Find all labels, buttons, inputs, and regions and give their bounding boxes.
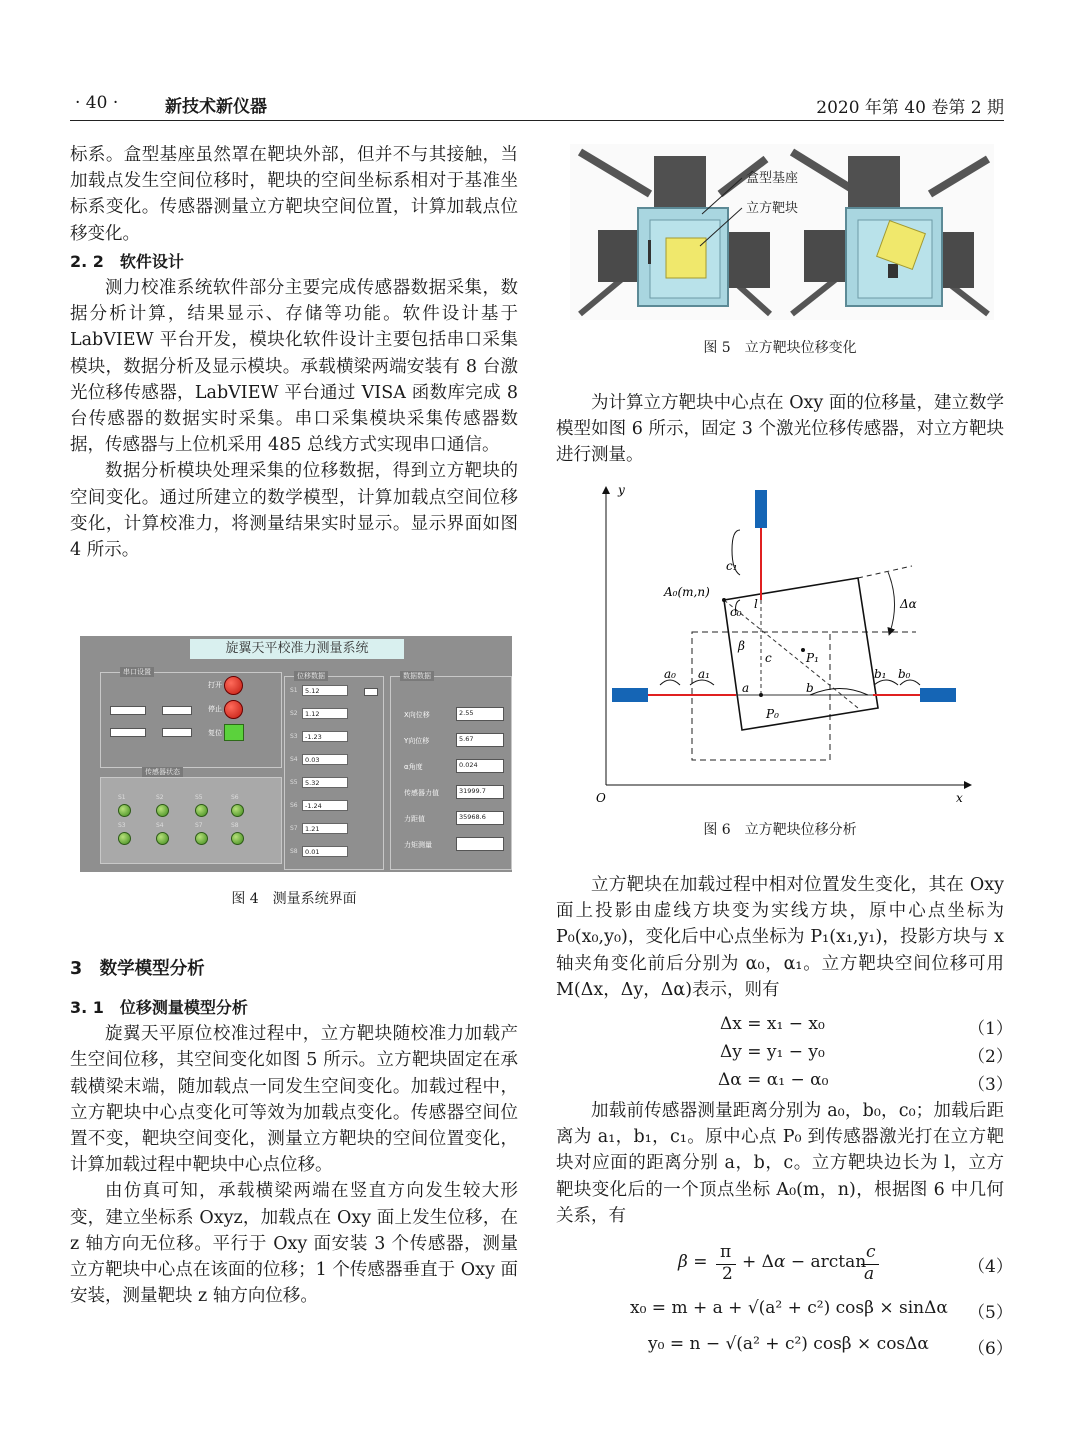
sensor-label: S7 — [195, 822, 203, 829]
issue-info: 2020 年第 40 卷第 2 期 — [816, 98, 1004, 118]
equation-4-number: （4） — [968, 1257, 1013, 1277]
displacement-value: 1.21 — [302, 823, 348, 834]
l-label: l — [754, 597, 758, 611]
delta-alpha-label: Δα — [900, 597, 917, 611]
displacement-label: S1 — [290, 687, 298, 694]
displacement-value: 0.03 — [302, 754, 348, 765]
displacement-label: S8 — [290, 848, 298, 855]
sensor-lamp — [231, 804, 244, 817]
equation-6: y₀ = n − √(a² + c²) cosβ × cosΔα — [648, 1334, 929, 1354]
result-label: X向位移 — [404, 711, 430, 719]
equation-5-number: （5） — [968, 1303, 1013, 1323]
fig5-label-base: 盒型基座 — [746, 171, 799, 186]
displacement-label: S6 — [290, 802, 298, 809]
page-number: · 40 · — [75, 93, 119, 113]
sensor-lamp — [156, 804, 169, 817]
sensor-lamp — [118, 804, 131, 817]
result-value: 35968.6 — [456, 811, 504, 825]
timeout-input[interactable] — [162, 728, 192, 737]
reset-label: 复位 — [208, 729, 222, 737]
figure-6-diagram — [590, 480, 974, 810]
stop-button[interactable] — [224, 700, 243, 719]
p1-label: P₁ — [806, 651, 819, 665]
x-axis-label: x — [956, 791, 963, 805]
b0-label: b₀ — [898, 667, 911, 681]
displacement-label: S2 — [290, 710, 298, 717]
equation-3: Δα = α₁ − α₀ — [718, 1070, 829, 1090]
c0-label: c₀ — [730, 605, 742, 619]
displacement-value: 0.01 — [302, 846, 348, 857]
result-value: 0.024 — [456, 759, 504, 773]
y-axis-label: y — [618, 483, 625, 497]
a0-vertex-label: A₀(m,n) — [664, 585, 710, 599]
paragraph: 数据分析模块处理采集的位移数据，得到立方靶块的空间变化。通过所建立的数学模型，计算加载点空间位移变化，计算校准力，将测量结果实时显示。显示界面如图 4 所示。 — [70, 461, 518, 561]
open-button[interactable] — [224, 676, 243, 695]
equation-3-number: （3） — [968, 1075, 1013, 1095]
sensor-lamp — [231, 832, 244, 845]
section-3-1-heading: 3. 1 位移测量模型分析 — [70, 998, 248, 1017]
displacement-label: S4 — [290, 756, 298, 763]
right-column-body — [556, 872, 1004, 1003]
results-title: 数据数据 — [400, 671, 434, 681]
paragraph: 加载前传感器测量距离分别为 a₀，b₀，c₀；加载后距离为 a₁，b₁，c₁。原中心点 P₀ 到传感器激光打在立方靶块对应面的距离分别 a，b，c。立方靶块边长为 l，立方靶块变化后的一个顶点坐标 A₀(m，n)，根据图 6 中几何关系，有 — [556, 1101, 1004, 1226]
result-label: 传感器力值 — [404, 789, 439, 797]
sensor-lamp — [118, 832, 131, 845]
sensor-label: S2 — [156, 794, 164, 801]
paragraph: 立方靶块在加载过程中相对位置发生变化，其在 Oxy 面上投影由虚线方块变为实线方块，原中心点坐标为 P₀(x₀,y₀)，变化后中心点坐标为 P₁(x₁,y₁)，投影方块与 x 轴夹角变化前后分别为 α₀，α₁。立方靶块空间位移可用 M(Δx，Δy，Δα)表示，则有 — [556, 875, 1004, 1000]
result-label: 力矩测量 — [404, 841, 432, 849]
c1-label: c₁ — [726, 559, 738, 573]
beta-label: β — [738, 639, 745, 653]
equation-2: Δy = y₁ − y₀ — [720, 1042, 825, 1062]
sensor-status-panel — [100, 777, 282, 864]
left-column-bottom — [70, 995, 518, 1309]
sensor-label: S4 — [156, 822, 164, 829]
stop-label: 停止 — [208, 705, 222, 713]
b-label: b — [806, 681, 814, 695]
paragraph: 标系。盒型基座虽然罩在靶块外部，但并不与其接触，当加载点发生空间位移时，靶块的空间坐标系相对于基准坐标系变化。传感器测量立方靶块空间位置，计算加载点位移变化。 — [70, 145, 518, 244]
figure-6-caption: 图 6 立方靶块位移分析 — [703, 822, 857, 838]
equation-5: x₀ = m + a + √(a² + c²) cosβ × sinΔα — [630, 1298, 948, 1318]
a0-label: a₀ — [664, 667, 676, 681]
sensor-lamp — [195, 804, 208, 817]
displacement-value: 1.12 — [302, 708, 348, 719]
result-label: α角度 — [404, 763, 423, 771]
displacement-label: S7 — [290, 825, 298, 832]
displacement-value: -1.24 — [302, 800, 348, 811]
displacement-label: S3 — [290, 733, 298, 740]
p0-label: P₀ — [766, 707, 779, 721]
baud-select[interactable] — [162, 706, 192, 715]
journal-name: 新技术新仪器 — [165, 97, 267, 117]
paragraph: 旋翼天平原位校准过程中，立方靶块随校准力加载产生空间位移，其空间变化如图 5 所示。立方靶块固定在承载横梁末端，随加载点一同发生空间变化。加载过程中，立方靶块中心点变化可等效为加载点变化。传感器空间位置不变，靶块空间变化，测量立方靶块的空间位置变化，计算加载过程中靶块中心点位移。 — [70, 1024, 518, 1176]
system-title: 旋翼天平校准力测量系统 — [190, 639, 404, 659]
figure-5-image — [570, 144, 994, 320]
open-label: 打开 — [208, 681, 222, 689]
sensor-label: S6 — [231, 794, 239, 801]
displacement-label: S5 — [290, 779, 298, 786]
displacement-value: 5.32 — [302, 777, 348, 788]
result-label: 力距值 — [404, 815, 425, 823]
result-value: 5.67 — [456, 733, 504, 747]
result-value: 2.55 — [456, 707, 504, 721]
paragraph: 测力校准系统软件部分主要完成传感器数据采集，数据分析计算，结果显示、存储等功能。软件设计基于 LabVIEW 平台开发，模块化软件设计主要包括串口采集模块，数据分析及显示模块。承载横梁两端安装有 8 台激光位移传感器，LabVIEW 平台通过 VISA 函数库完成 8 台传感器的数据实时采集。串口采集模块采集传感器数据，传感器与上位机采用 485 总线方式实现串口通信。 — [70, 278, 518, 456]
serial-panel-title: 串口设置 — [120, 667, 154, 677]
a1-label: a₁ — [698, 667, 710, 681]
serial-panel — [100, 672, 282, 768]
figure-4-caption: 图 4 测量系统界面 — [231, 891, 357, 907]
unit-select[interactable] — [364, 688, 378, 696]
sensor-lamp — [195, 832, 208, 845]
figure-4-ui — [80, 636, 512, 872]
fig5-label-target: 立方靶块 — [746, 201, 799, 216]
paragraph: 为计算立方靶块中心点在 Oxy 面的位移量，建立数学模型如图 6 所示，固定 3 个激光位移传感器，对立方靶块进行测量。 — [556, 393, 1004, 466]
parity-select[interactable] — [110, 728, 146, 737]
c-label: c — [765, 651, 772, 665]
right-column-intro — [556, 390, 1004, 469]
displacement-panel — [284, 676, 384, 870]
displacement-value: 5.12 — [302, 685, 348, 696]
header-rule — [70, 120, 1004, 121]
result-label: Y向位移 — [404, 737, 430, 745]
reset-button[interactable] — [224, 724, 244, 741]
figure-5-caption: 图 5 立方靶块位移变化 — [703, 340, 857, 356]
result-value: 31999.7 — [456, 785, 504, 799]
com-select[interactable] — [110, 706, 146, 715]
sensor-status-title: 传感器状态 — [142, 767, 183, 777]
b1-label: b₁ — [874, 667, 887, 681]
equation-1-number: （1） — [968, 1019, 1013, 1039]
sensor-label: S1 — [118, 794, 126, 801]
sensor-label: S3 — [118, 822, 126, 829]
equation-2-number: （2） — [968, 1047, 1013, 1067]
sensor-label: S8 — [231, 822, 239, 829]
right-column-body-2 — [556, 1098, 1004, 1229]
origin-label: O — [596, 791, 606, 805]
equation-4: β = π 2 + Δα − arctan c a — [678, 1240, 898, 1286]
result-value — [456, 837, 504, 851]
equation-6-number: （6） — [968, 1339, 1013, 1359]
paragraph: 由仿真可知，承载横梁两端在竖直方向发生较大形变，建立坐标系 Oxyz，加载点在 Oxy 面上发生位移，在 z 轴方向无位移。平行于 Oxy 面安装 3 个传感器，测量立方靶块中心点在该面的位移；1 个传感器垂直于 Oxy 面安装，测量靶块 z 轴方向位移。 — [70, 1181, 518, 1307]
displacement-value: -1.23 — [302, 731, 348, 742]
a-label: a — [742, 681, 750, 695]
sensor-lamp — [156, 832, 169, 845]
sensor-label: S5 — [195, 794, 203, 801]
left-column-top — [70, 142, 518, 563]
section-3-heading: 3 数学模型分析 — [70, 959, 205, 979]
displacement-title: 位移数据 — [294, 671, 328, 681]
section-2-2-heading: 2. 2 软件设计 — [70, 251, 184, 271]
equation-1: Δx = x₁ − x₀ — [720, 1014, 825, 1034]
